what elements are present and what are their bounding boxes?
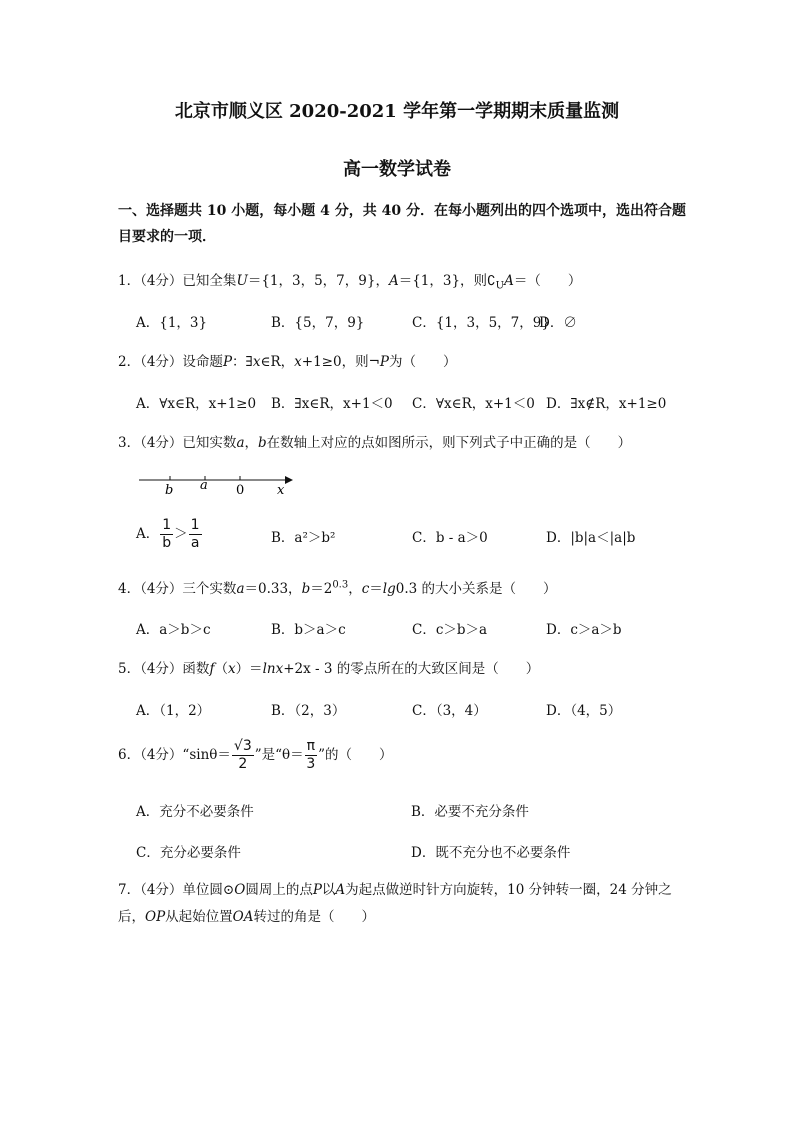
- q4-text: ＝: [369, 581, 383, 597]
- q2-text: +1≥0，则¬: [301, 354, 380, 370]
- q1-text: ＝{1，3}，则∁: [398, 273, 496, 289]
- question-3: [118, 431, 698, 451]
- q4-option-d[interactable]: D．c＞a＞b: [546, 622, 622, 638]
- q3-option-a[interactable]: [136, 517, 203, 552]
- fraction-denominator: b: [162, 535, 172, 551]
- q4-text: ＝0.33，: [244, 581, 302, 597]
- q7-var: OP: [145, 909, 166, 925]
- label-a: a: [200, 478, 208, 493]
- fraction-1-over-a: [189, 517, 202, 552]
- q4-option-a[interactable]: A．a＞b＞c: [136, 622, 211, 638]
- q4-text: ＝2: [310, 581, 333, 597]
- label-x: x: [277, 483, 285, 498]
- fraction-denominator: a: [190, 535, 200, 551]
- question-6: [118, 738, 698, 773]
- q5-var: f: [209, 661, 215, 677]
- q1-subscript: U: [495, 280, 505, 292]
- q2-option-a[interactable]: A．∀x∈R，x+1≥0: [136, 396, 257, 412]
- q3-option-b[interactable]: B．a²＞b²: [271, 530, 336, 546]
- page-title: 北京市顺义区 2020-2021 学年第一学期期末质量监测: [174, 101, 620, 122]
- question-4: [118, 577, 698, 597]
- q5-text: 5．（4分）函数: [118, 661, 210, 677]
- q7-var: P: [312, 882, 322, 898]
- q1-option-a[interactable]: A．{1，3}: [136, 315, 208, 331]
- question-2: [118, 350, 698, 370]
- q1-text: 1．（4分）已知全集: [118, 273, 237, 289]
- question-1: [118, 269, 698, 292]
- q4-var: c: [361, 581, 370, 597]
- number-line-figure: [137, 470, 297, 500]
- axis-arrow-icon: [285, 476, 293, 484]
- q6-text: ”的（ ）: [318, 747, 393, 763]
- q5-option-d[interactable]: D．（4，5）: [546, 703, 622, 719]
- q5-option-c[interactable]: C．（3，4）: [412, 703, 487, 719]
- q7-text: 为起点做逆时针方向旋转，10 分钟转一圈，24 分钟之后，: [118, 882, 672, 925]
- q5-var: x: [227, 661, 236, 677]
- q2-text: ∈R，: [260, 354, 295, 370]
- fraction-numerator: 1: [162, 517, 172, 533]
- q4-var: b: [301, 581, 311, 597]
- q4-option-c[interactable]: C．c＞b＞a: [412, 622, 488, 638]
- q7-text: 转过的角是（ ）: [253, 909, 375, 925]
- q6-option-c[interactable]: C．充分必要条件: [136, 845, 241, 861]
- q1-text: ＝（ ）: [513, 273, 582, 289]
- q5-option-a[interactable]: A．（1，2）: [136, 703, 211, 719]
- fraction-sqrt3-over-2: [232, 738, 254, 773]
- q1-var: U: [236, 273, 248, 289]
- q2-option-b[interactable]: B．∃x∈R，x+1＜0: [271, 396, 393, 412]
- q5-option-b[interactable]: B．（2，3）: [271, 703, 346, 719]
- q5-func: lnx: [262, 661, 284, 677]
- q3-text: 3．（4分）已知实数: [118, 435, 237, 451]
- q7-var: O: [234, 882, 246, 898]
- q1-option-b[interactable]: B．{5，7，9}: [271, 315, 365, 331]
- q3-var: a: [236, 435, 245, 451]
- q7-text: 7．（4分）单位圆⊙: [118, 882, 235, 898]
- q1-var: A: [388, 273, 399, 289]
- q6-text: ”是“θ＝: [254, 747, 304, 763]
- q2-text: 为（ ）: [389, 354, 457, 370]
- q2-text: 2．（4分）设命题: [118, 354, 223, 370]
- q3-option-a-label: A．: [136, 526, 160, 542]
- fraction-pi-over-3: [305, 738, 317, 773]
- section-instructions: 一、选择题共 10 小题，每小题 4 分，共 40 分．在每小题列出的四个选项中，选出符合题目要求的一项．: [118, 203, 686, 245]
- q3-option-d[interactable]: D．|b|a＜|a|b: [546, 530, 636, 546]
- q7-var: OA: [232, 909, 254, 925]
- greater-than-sign: ＞: [174, 526, 188, 542]
- q1-option-c[interactable]: C．{1，3，5，7，9}: [412, 315, 550, 331]
- q4-func: lg: [382, 581, 396, 597]
- fraction-numerator: √3: [233, 738, 252, 754]
- q2-option-d[interactable]: D．∃x∉R，x+1≥0: [546, 396, 667, 412]
- fraction-denominator: 3: [306, 756, 316, 772]
- q4-text: 0.3 的大小关系是（ ）: [395, 581, 557, 597]
- fraction-1-over-b: [160, 517, 173, 552]
- fraction-numerator: π: [306, 738, 316, 754]
- q4-option-b[interactable]: B．b＞a＞c: [271, 622, 346, 638]
- q3-text: 在数轴上对应的点如图所示，则下列式子中正确的是（ ）: [266, 435, 632, 451]
- q3-var: b: [258, 435, 267, 451]
- q7-var: A: [335, 882, 346, 898]
- q4-text: 4．（4分）三个实数: [118, 581, 237, 597]
- q2-var: x: [294, 354, 302, 370]
- q7-text: 圆周上的点: [245, 882, 313, 898]
- label-b: b: [165, 483, 174, 498]
- q6-text: 6．（4分）“sinθ＝: [118, 747, 231, 763]
- q1-option-d[interactable]: D．∅: [539, 315, 577, 331]
- q1-text: ＝{1，3，5，7，9}，: [247, 273, 389, 289]
- q2-option-c[interactable]: C．∀x∈R，x+1＜0: [412, 396, 535, 412]
- fraction-denominator: 2: [238, 756, 248, 772]
- q7-text: 从起始位置: [165, 909, 233, 925]
- q6-option-a[interactable]: A．充分不必要条件: [136, 804, 254, 820]
- page-subtitle: 高一数学试卷: [343, 159, 451, 180]
- q4-exponent: 0.3: [332, 579, 349, 591]
- q5-text: +2x - 3 的零点所在的大致区间是（ ）: [283, 661, 540, 677]
- q7-text: 以: [321, 882, 336, 898]
- q2-var: x: [252, 354, 261, 370]
- q3-option-c[interactable]: C．b - a＞0: [412, 530, 488, 546]
- q1-var: A: [504, 273, 514, 289]
- q4-var: a: [236, 581, 245, 597]
- q5-text: （: [214, 661, 228, 677]
- q3-text: ，: [244, 435, 258, 451]
- question-5: [118, 657, 698, 677]
- q2-var: P: [222, 354, 233, 370]
- q4-text: ，: [348, 581, 362, 597]
- q5-text: ）＝: [235, 661, 263, 677]
- q2-var: P: [379, 354, 389, 370]
- question-7: [118, 877, 678, 931]
- q2-text: ：∃: [232, 354, 253, 370]
- q6-option-b[interactable]: B．必要不充分条件: [411, 804, 529, 820]
- fraction-numerator: 1: [190, 517, 200, 533]
- label-zero: 0: [236, 483, 245, 498]
- q6-option-d[interactable]: D．既不充分也不必要条件: [411, 845, 571, 861]
